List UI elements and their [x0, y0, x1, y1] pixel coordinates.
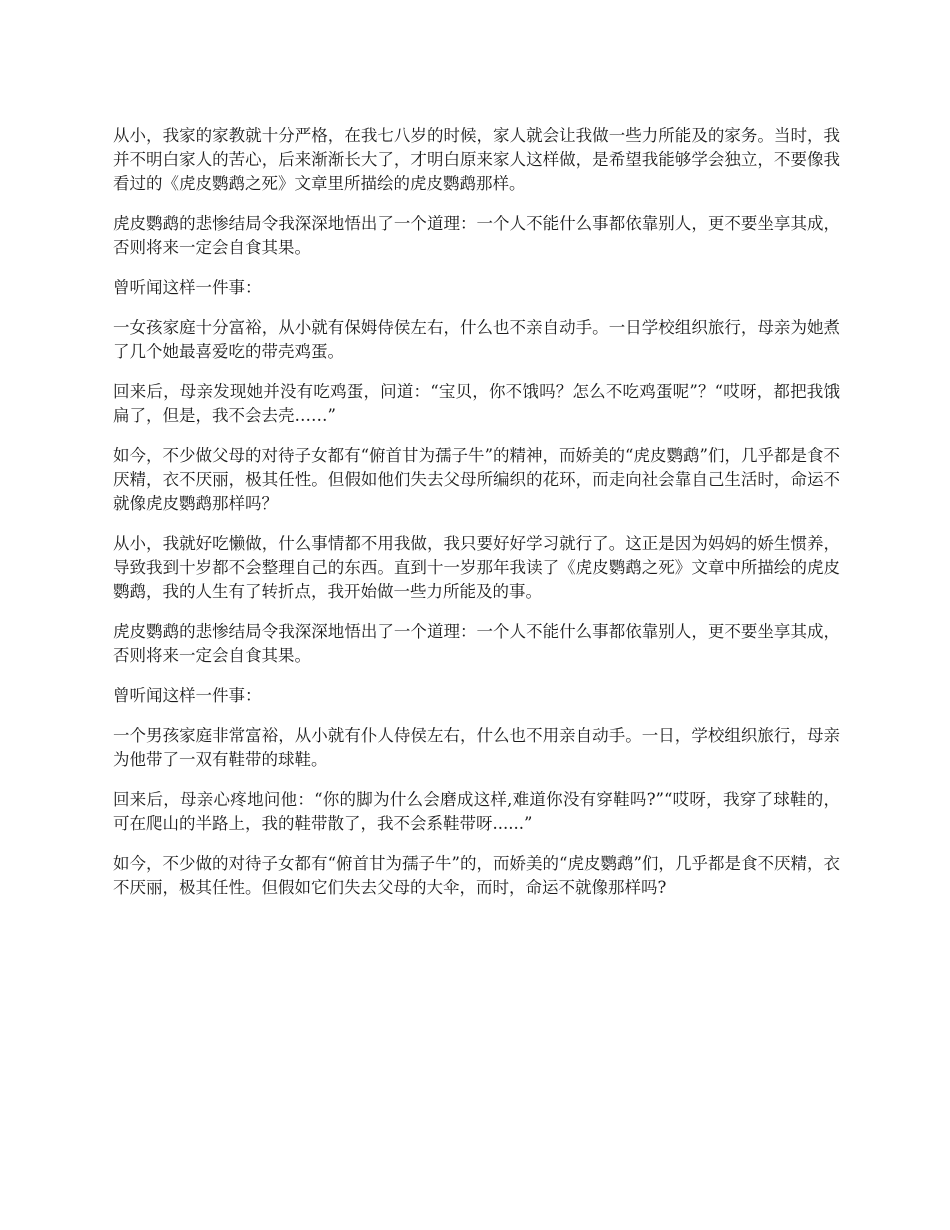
paragraph: 虎皮鹦鹉的悲惨结局令我深深地悟出了一个道理：一个人不能什么事都依靠别人，更不要坐享其成，否则将来一定会自食其果。 [113, 622, 840, 665]
paragraph: 从小，我家的家教就十分严格，在我七八岁的时候，家人就会让我做一些力所能及的家务。当时，我并不明白家人的苦心，后来渐渐长大了，才明白原来家人这样做，是希望我能够学会独立，不要像我看过的《虎皮鹦鹉之死》文章里所描绘的虎皮鹦鹉那样。 [113, 126, 840, 193]
paragraph: 一个男孩家庭非常富裕，从小就有仆人侍侯左右，什么也不用亲自动手。一日，学校组织旅行，母亲为他带了一双有鞋带的球鞋。 [113, 726, 840, 769]
paragraph: 一女孩家庭十分富裕，从小就有保姆侍侯左右，什么也不亲自动手。一日学校组织旅行，母亲为她煮了几个她最喜爱吃的带壳鸡蛋。 [113, 318, 840, 361]
paragraph: 虎皮鹦鹉的悲惨结局令我深深地悟出了一个道理：一个人不能什么事都依靠别人，更不要坐享其成，否则将来一定会自食其果。 [113, 214, 840, 257]
paragraph: 曾听闻这样一件事： [113, 686, 262, 705]
paragraph: 回来后，母亲心疼地问他：“你的脚为什么会磨成这样,难道你没有穿鞋吗?”“哎呀，我穿了球鞋的，可在爬山的半路上，我的鞋带散了，我不会系鞋带呀......” [113, 790, 840, 833]
paragraph: 曾听闻这样一件事： [113, 278, 262, 297]
paragraph: 如今，不少做父母的对待子女都有“俯首甘为孺子牛”的精神，而娇美的“虎皮鹦鹉”们，几乎都是食不厌精，衣不厌丽，极其任性。但假如他们失去父母所编织的花环，而走向社会靠自己生活时，命运不就像虎皮鹦鹉那样吗？ [113, 446, 840, 513]
document-body [113, 124, 840, 916]
paragraph: 从小，我就好吃懒做，什么事情都不用我做，我只要好好学习就行了。这正是因为妈妈的娇生惯养，导致我到十岁都不会整理自己的东西。直到十一岁那年我读了《虎皮鹦鹉之死》文章中所描绘的虎皮鹦鹉，我的人生有了转折点，我开始做一些力所能及的事。 [113, 534, 840, 601]
paragraph: 回来后，母亲发现她并没有吃鸡蛋，问道：“宝贝，你不饿吗？怎么不吃鸡蛋呢”？“哎呀，都把我饿扁了，但是，我不会去壳……” [113, 382, 840, 425]
paragraph: 如今，不少做的对待子女都有“俯首甘为孺子牛”的，而娇美的“虎皮鹦鹉”们，几乎都是食不厌精，衣不厌丽，极其任性。但假如它们失去父母的大伞，而时，命运不就像那样吗? [113, 854, 840, 897]
